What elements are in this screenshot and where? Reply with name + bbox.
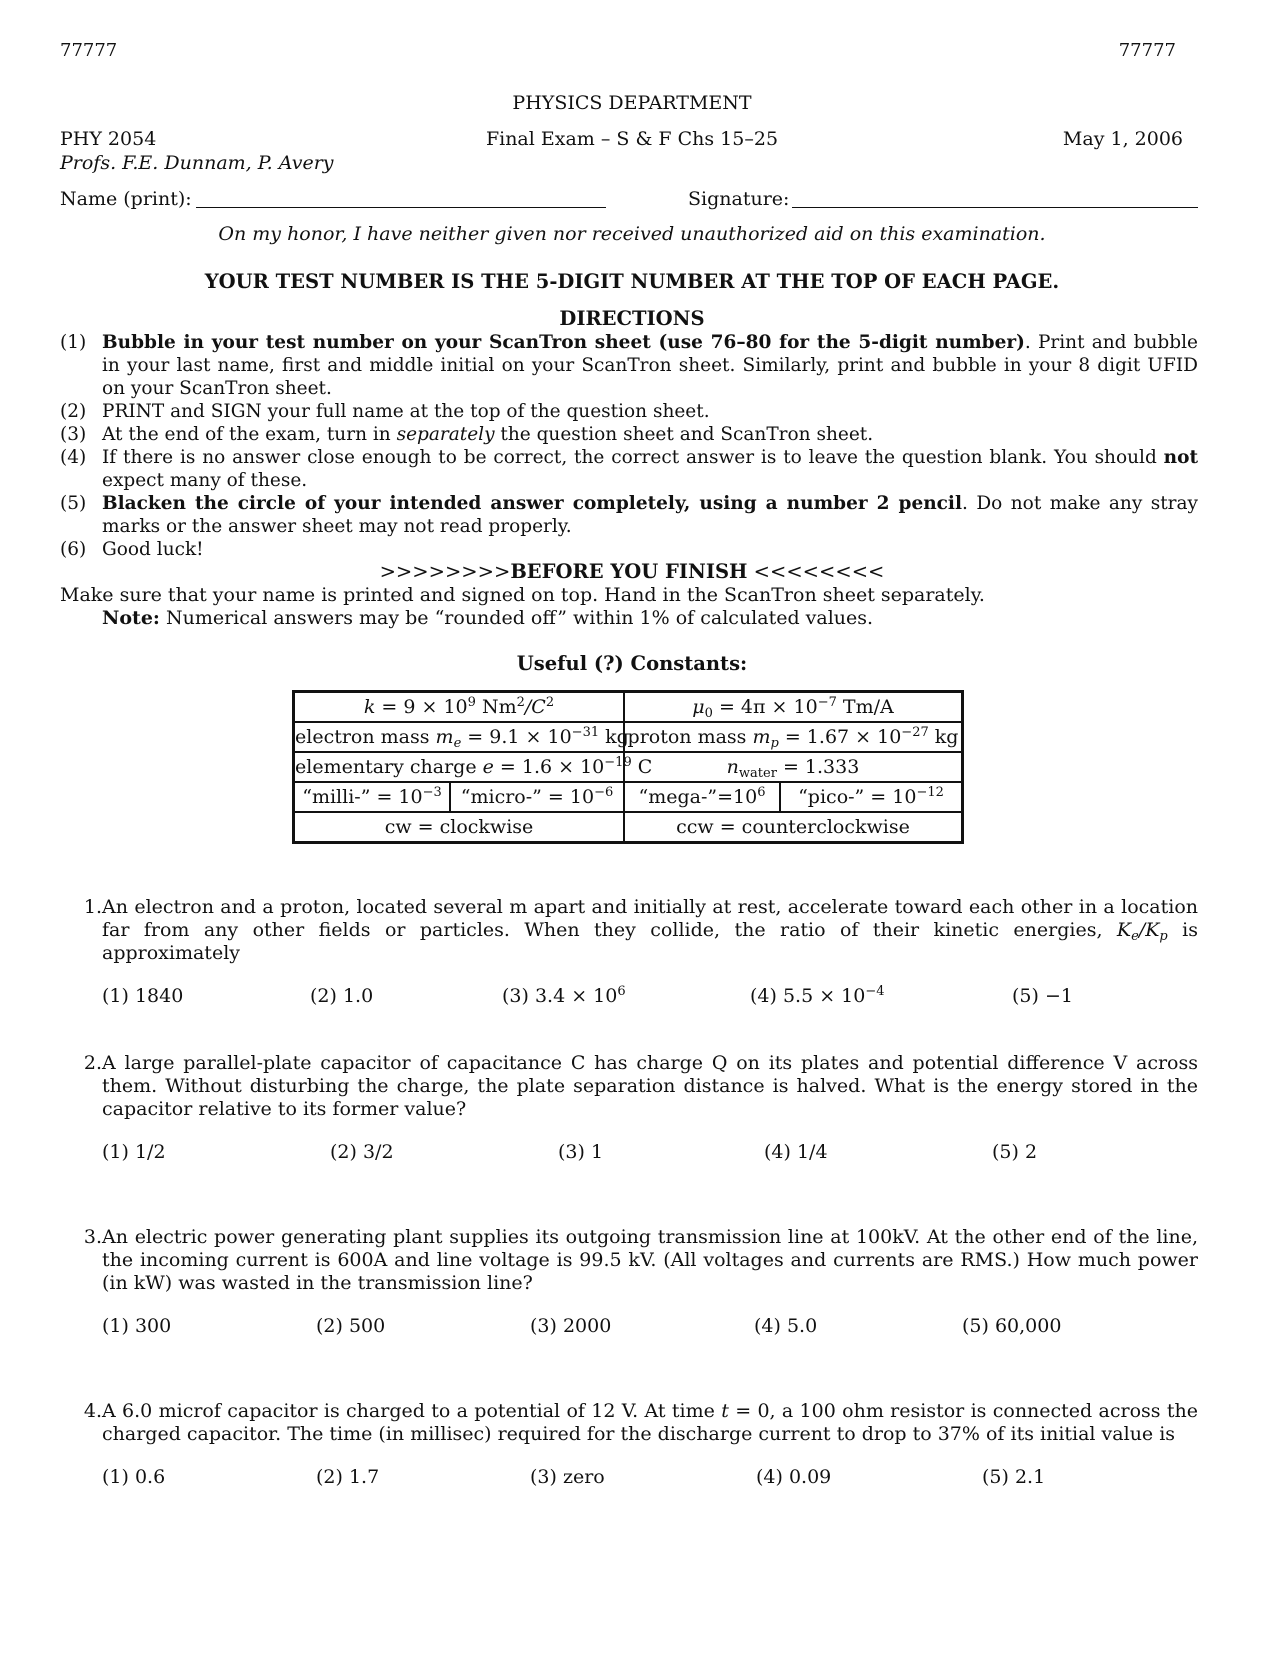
direction-bold-text: Bubble in your test number on your ScanTron sheet (use 76–80 for the 5-digit number) [102, 332, 1025, 353]
direction-text: If there is no answer close enough to be correct, the correct answer is to leave the question blank. You should [102, 447, 1164, 468]
left-arrows: >>>>>>>> [379, 560, 511, 583]
direction-number: (1) [60, 332, 87, 353]
direction-number: (4) [60, 447, 87, 468]
direction-text: the question sheet and ScanTron sheet. [494, 424, 874, 445]
answer-choice[interactable]: (2) 1.7 [316, 1466, 380, 1488]
answer-choice[interactable]: (1) 1840 [102, 985, 184, 1007]
direction-italic-text: separately [396, 424, 495, 445]
counterclockwise-abbrev: ccw = counterclockwise [676, 816, 910, 838]
elementary-charge: elementary charge $e = 1.6 \times 10^{-19}$ C [295, 755, 653, 778]
clockwise-abbrev: cw = clockwise [384, 816, 534, 838]
answer-choice[interactable]: (3) zero [530, 1466, 605, 1488]
answer-choices [60, 1466, 1198, 1492]
answer-choice[interactable]: (4) 5.0 [754, 1315, 818, 1337]
course-code: PHY 2054 [60, 128, 157, 150]
electron-mass: electron mass $m_e = 9.1 \times 10^{-31}$ kg [295, 725, 629, 751]
direction-text: PRINT and SIGN your full name at the top of the question sheet. [102, 401, 710, 422]
answer-choice[interactable]: (3) 2000 [530, 1315, 612, 1337]
question-text: A 6.0 microf capacitor is charged to a potential of 12 V. At time t = 0, a 100 ohm resistor is connected across the charged capacitor. The time (in millisec) required for the discharge current to drop to 37% of its initial value is [102, 1400, 1198, 1445]
question-text: An electron and a proton, located several m apart and initially at rest, accelerate toward each other in a location far from any other fields or particles. When they collide, the ratio of their kinetic energies, $K_e/K_p$ is approximately [102, 896, 1198, 964]
test-number-top-right: 77777 [1118, 40, 1176, 61]
note-text: Numerical answers may be “rounded off” within 1% of calculated values. [159, 607, 874, 629]
answer-choice[interactable]: (5) 2.1 [982, 1466, 1046, 1488]
direction-item [60, 538, 1198, 561]
direction-number: (6) [60, 539, 87, 560]
answer-choice[interactable]: (1) 0.6 [102, 1466, 166, 1488]
constants-title: Useful (?) Constants: [516, 652, 748, 675]
name-label: Name (print): [60, 188, 192, 210]
note-label: Note: [102, 607, 160, 629]
before-finish-instruction: Make sure that your name is printed and signed on top. Hand in the ScanTron sheet separately. [60, 584, 985, 606]
question-1 [60, 896, 1198, 1011]
answer-choices [60, 1141, 1198, 1167]
professors: Profs. F.E. Dunnam, P. Avery [60, 152, 334, 174]
answer-choice[interactable]: (3) 1 [558, 1141, 604, 1163]
direction-number: (3) [60, 424, 87, 445]
signature-label: Signature: [688, 188, 790, 210]
direction-bold-text: Blacken the circle of your intended answer completely, using a number 2 pencil [102, 493, 962, 514]
before-finish-title: BEFORE YOU FINISH [510, 560, 748, 583]
mega-prefix: “$mega-”=10^6$ [638, 785, 766, 808]
answer-choice[interactable]: (2) 3/2 [330, 1141, 394, 1163]
water-refractive-index: $n_{water} = 1.333$ [726, 756, 860, 781]
question-number: 2. [83, 1052, 102, 1074]
coulomb-constant: $k = 9 \times 10^9$ $Nm^2/C^2$ [363, 695, 555, 718]
answer-choice[interactable]: (5) 2 [992, 1141, 1038, 1163]
honor-statement: On my honor, I have neither given nor received unauthorized aid on this examination. [218, 223, 1046, 245]
pico-prefix: “pico-” = $10^{-12}$ [798, 785, 944, 808]
permeability-constant: $\mu_0 = 4\pi \times 10^{-7}$ Tm/A [692, 695, 894, 721]
direction-text: At the end of the exam, turn in [102, 424, 397, 445]
direction-text: . Print and bubble in your last name, first and middle initial on your ScanTron sheet. Similarly, print and bubble in your 8 digit UFID on your ScanTron sheet. [102, 332, 1198, 399]
direction-item [60, 492, 1198, 538]
answer-choice[interactable]: (5) 60,000 [962, 1315, 1062, 1337]
question-number: 1. [83, 896, 102, 918]
exam-date: May 1, 2006 [1062, 128, 1183, 150]
constants-row [295, 722, 961, 752]
department-title: PHYSICS DEPARTMENT [512, 92, 752, 114]
answer-choice[interactable]: (5) −1 [1012, 985, 1073, 1007]
directions-title: DIRECTIONS [559, 307, 705, 330]
test-number-notice: YOUR TEST NUMBER IS THE 5-DIGIT NUMBER AT THE TOP OF EACH PAGE. [204, 270, 1060, 293]
direction-text: . Do not make any stray marks or the answer sheet may not read properly. [102, 493, 1198, 537]
rounding-note [102, 607, 873, 629]
direction-text: expect many of these. [102, 470, 308, 491]
direction-item [60, 446, 1198, 492]
direction-item [60, 423, 1198, 446]
answer-choice[interactable]: (2) 500 [316, 1315, 386, 1337]
milli-prefix: “milli-” = $10^{-3}$ [302, 785, 442, 808]
answer-choice[interactable]: (1) 1/2 [102, 1141, 166, 1163]
question-text: An electric power generating plant supplies its outgoing transmission line at 100kV. At the other end of the line, the incoming current is 600A and line voltage is 99.5 kV. (All voltages and currents are RMS.) How much power (in kW) was wasted in the transmission line? [102, 1226, 1198, 1294]
question-number: 3. [83, 1226, 102, 1248]
question-2 [60, 1052, 1198, 1167]
directions-list [60, 331, 1198, 561]
answer-choice[interactable]: (4) 1/4 [764, 1141, 828, 1163]
constants-row [295, 812, 961, 842]
direction-number: (2) [60, 401, 87, 422]
constants-table [292, 690, 964, 844]
micro-prefix: “micro-” = $10^{-6}$ [460, 785, 614, 808]
question-number: 4. [83, 1400, 102, 1422]
test-number-top-left: 77777 [60, 40, 118, 61]
answer-choice[interactable]: (2) 1.0 [310, 985, 374, 1007]
question-4 [60, 1400, 1198, 1492]
answer-choice[interactable]: (4) 0.09 [756, 1466, 832, 1488]
direction-bold-text: not [1163, 447, 1198, 468]
direction-item [60, 400, 1198, 423]
right-arrows: <<<<<<<< [747, 560, 885, 583]
answer-choice[interactable]: (4) $5.5 \times 10^{-4}$ [750, 984, 885, 1007]
exam-title: Final Exam – S & F Chs 15–25 [485, 128, 779, 150]
question-text: A large parallel-plate capacitor of capacitance C has charge Q on its plates and potential difference V across them. Without disturbing the charge, the plate separation distance is halved. What is the energy stored in the capacitor relative to its former value? [102, 1052, 1198, 1120]
proton-mass: proton mass $m_p = 1.67 \times 10^{-27}$ kg [627, 725, 959, 751]
answer-choice[interactable]: (3) $3.4 \times 10^6$ [502, 984, 626, 1007]
question-3 [60, 1226, 1198, 1341]
before-finish-heading [0, 560, 1264, 583]
answer-choice[interactable]: (1) 300 [102, 1315, 172, 1337]
constants-row [295, 752, 961, 782]
signature-field[interactable] [792, 207, 1198, 208]
direction-text: Good luck! [102, 539, 204, 560]
constants-row [295, 692, 961, 722]
constants-row [295, 782, 961, 812]
direction-item [60, 331, 1198, 400]
answer-choices [60, 985, 1198, 1011]
name-field[interactable] [196, 207, 606, 208]
direction-number: (5) [60, 493, 87, 514]
answer-choices [60, 1315, 1198, 1341]
